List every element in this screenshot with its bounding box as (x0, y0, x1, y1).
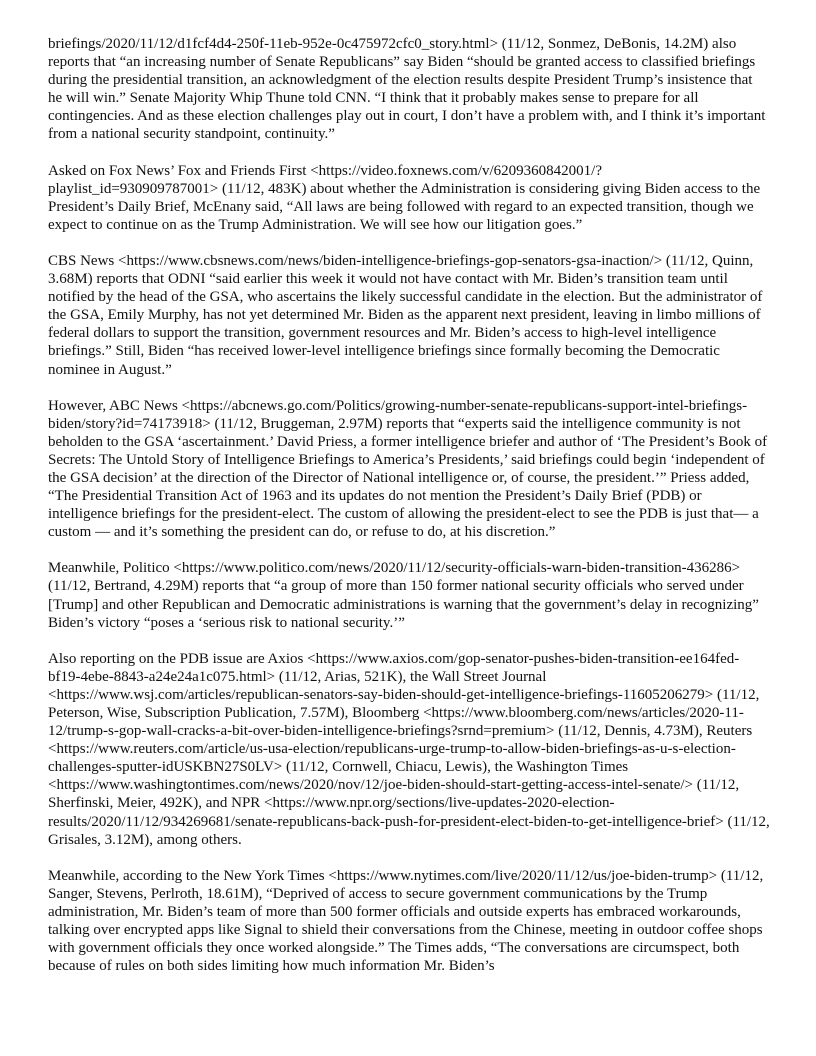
paragraph-new-york-times-workarounds: Meanwhile, according to the New York Times <https://www.nytimes.com/live/2020/11/12/us/joe-biden-trump> (11/12, Sanger, Stevens, Perlroth, 18.61M), “Deprived of access to secure government communications by the Trump administration, Mr. Biden’s team of more than 500 former officials and outside experts has embraced workarounds, talking over encrypted apps like Signal to shield their conversations from the Chinese, meeting in outdoor coffee shops with government officials they once worked alongside.” The Times adds, “The conversations are circumspect, both because of rules on both sides limiting how much information Mr. Biden’s (48, 867, 764, 975)
document-body (48, 35, 770, 993)
paragraph-abc-news-priess: However, ABC News <https://abcnews.go.com/Politics/growing-number-senate-republicans-support-intel-briefings-biden/story?id=74173918> (11/12, Bruggeman, 2.97M) reports that “experts said the intelligence community is not beholden to the GSA ‘ascertainment.’ David Priess, a former intelligence briefer and author of ‘The President’s Book of Secrets: The Untold Story of Intelligence Briefings to America’s Presidents,’ said briefings could begin ‘independent of the GSA decision’ at the direction of the Director of National intelligence or, of course, the president.’” Priess added, “The Presidential Transition Act of 1963 and its updates do not mention the President’s Daily Brief (PDB) or intelligence briefings for the president-elect. The custom of allowing the president-elect to see the PDB is just that— a custom — and it’s something the president can do, or refuse to do, at his discretion.” (48, 397, 768, 541)
paragraph-cbs-news-odni: CBS News <https://www.cbsnews.com/news/biden-intelligence-briefings-gop-senators-gsa-inaction/> (11/12, Quinn, 3.68M) reports that ODNI “said earlier this week it would not have contact with Mr. Biden’s transition team until notified by the head of the GSA, who ascertains the likely successful candidate in the election. But the administrator of the GSA, Emily Murphy, has not yet determined Mr. Biden as the apparent next president, leaving in limbo millions of federal dollars to support the transition, government resources and Mr. Biden’s access to high-level intelligence briefings.” Still, Biden “has received lower-level intelligence briefings since formally becoming the Democratic nominee in August.” (48, 252, 763, 378)
paragraph-fox-news-mcenany: Asked on Fox News’ Fox and Friends First <https://video.foxnews.com/v/6209360842001/?playlist_id=930909787001> (11/12, 483K) about whether the Administration is considering giving Biden access to the President’s Daily Brief, McEnany said, “All laws are being followed with regard to an expected transition, though we expect to continue on as the Trump Administration. We will see how our litigation goes.” (48, 162, 761, 233)
paragraph-washington-post-senate-republicans: briefings/2020/11/12/d1fcf4d4-250f-11eb-952e-0c475972cfc0_story.html> (11/12, Sonmez, DeBonis, 14.2M) also reports that “an increasing number of Senate Republicans” say Biden “should be granted access to classified briefings during the presidential transition, an acknowledgment of the election results despite President Trump’s insistence that he will win.” Senate Majority Whip Thune told CNN. “I think that it probably makes sense to prepare for all contingencies. And as these election challenges play out in court, I don’t have a problem with, and I think it’s important from a national security standpoint, continuity.” (48, 36, 766, 143)
paragraph-politico-security-officials: Meanwhile, Politico <https://www.politico.com/news/2020/11/12/security-officials-warn-biden-transition-436286> (11/12, Bertrand, 4.29M) reports that “a group of more than 150 former national security officials who served under [Trump] and other Republican and Democratic administrations is warning that the government’s delay in recognizing” Biden’s victory “poses a ‘serious risk to national security.’” (48, 560, 759, 631)
paragraph-also-reporting-pdb: Also reporting on the PDB issue are Axios <https://www.axios.com/gop-senator-pushes-biden-transition-ee164fed-bf19-4ebe-8843-a24e24a1c075.html> (11/12, Arias, 521K), the Wall Street Journal <https://www.wsj.com/articles/republican-senators-say-biden-should-get-intelligence-briefings-11605206279> (11/12, Peterson, Wise, Subscription Publication, 7.57M), Bloomberg <https://www.bloomberg.com/news/articles/2020-11-12/trump-s-gop-wall-cracks-a-bit-over-biden-intelligence-briefings?srnd=premium> (11/12, Dennis, 4.73M), Reuters <https://www.reuters.com/article/us-usa-election/republicans-urge-trump-to-allow-biden-briefings-as-u-s-election-challenges-sputter-idUSKBN27S0LV> (11/12, Cornwell, Chiacu, Lewis), the Washington Times <https://www.washingtontimes.com/news/2020/nov/12/joe-biden-should-start-getting-access-intel-senate/> (11/12, Sherfinski, Meier, 492K), and NPR <https://www.npr.org/sections/live-updates-2020-election-results/2020/11/12/934269681/senate-republicans-back-push-for-president-elect-biden-to-get-intelligence-brief> (11/12, Grisales, 3.12M), among others. (48, 650, 770, 848)
